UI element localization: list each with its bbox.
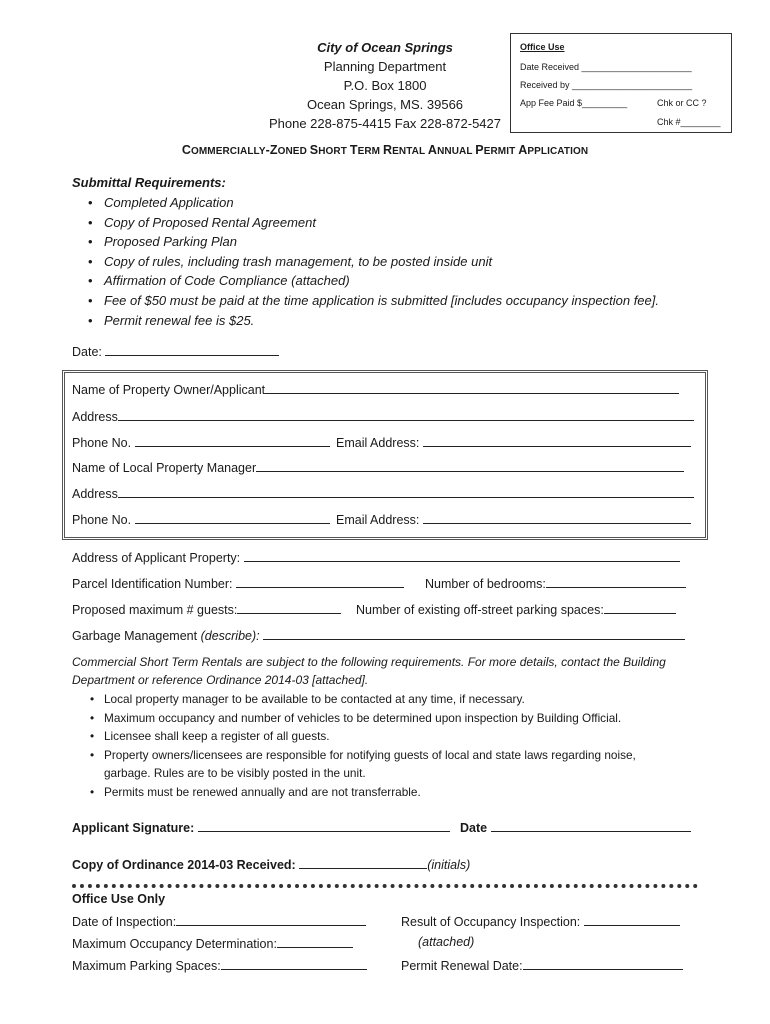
title-part: A	[518, 143, 528, 157]
owner-address-label: Address	[72, 410, 118, 424]
garbage-row	[72, 627, 685, 643]
manager-email-field[interactable]	[423, 511, 691, 524]
submittal-requirements-list	[86, 193, 659, 330]
owner-name-field[interactable]	[265, 381, 679, 394]
max-parking-row	[72, 957, 367, 973]
parking-row	[356, 601, 676, 617]
title-part: HORT	[318, 146, 350, 157]
manager-address-field[interactable]	[118, 485, 694, 498]
date-field[interactable]	[105, 343, 279, 356]
list-item: • Affirmation of Code Compliance (attached)	[86, 271, 659, 291]
ordinance-initials-field[interactable]	[299, 856, 427, 869]
renewal-date-label: Permit Renewal Date:	[401, 959, 523, 973]
applicant-signature-row	[72, 819, 450, 835]
inspection-result-label: Result of Occupancy Inspection:	[401, 915, 581, 929]
title-part: ONED	[277, 146, 310, 157]
parking-field[interactable]	[604, 601, 676, 614]
list-item: • Proposed Parking Plan	[86, 232, 659, 252]
property-address-label: Address of Applicant Property:	[72, 551, 241, 565]
list-item: • Licensee shall keep a register of all guests.	[90, 727, 710, 746]
bedrooms-label: Number of bedrooms:	[425, 577, 546, 591]
manager-phone-row	[72, 511, 330, 527]
garbage-describe-label: (describe):	[200, 629, 260, 643]
title-part: R	[382, 143, 393, 157]
inspection-date-field[interactable]	[176, 913, 366, 926]
date-label: Date:	[72, 345, 102, 359]
list-item: • Copy of Proposed Rental Agreement	[86, 213, 659, 233]
max-occupancy-row	[72, 935, 353, 951]
date-row	[72, 343, 279, 359]
manager-phone-label: Phone No.	[72, 513, 132, 527]
owner-name-row	[72, 381, 679, 397]
office-use-only-heading: Office Use Only	[72, 892, 166, 906]
inspection-result-field[interactable]	[584, 913, 680, 926]
po-box: P.O. Box 1800	[343, 78, 427, 93]
title-part: OMMERCIALLY	[190, 146, 266, 157]
department-name: Planning Department	[323, 59, 447, 74]
property-address-row	[72, 549, 680, 565]
city-state: Ocean Springs, MS. 39566	[306, 97, 464, 112]
initials-label: (initials)	[427, 858, 471, 872]
office-use-title: Office Use	[520, 42, 565, 52]
manager-email-row	[336, 511, 691, 527]
owner-email-label: Email Address:	[336, 436, 420, 450]
list-item: • Maximum occupancy and number of vehicles to be determined upon inspection by Building Official.	[90, 709, 710, 728]
renewal-date-field[interactable]	[523, 957, 683, 970]
inspection-date-row	[72, 913, 366, 929]
list-item: • Completed Application	[86, 193, 659, 213]
conditions-intro: Commercial Short Term Rentals are subject to the following requirements. For more details, contact the Building Department or reference Ordinance 2014-03 [attached].	[72, 655, 666, 687]
conditions-list	[90, 690, 710, 802]
signature-date-field[interactable]	[491, 819, 691, 832]
max-occupancy-field[interactable]	[277, 935, 353, 948]
title-part: A	[427, 143, 438, 157]
parcel-label: Parcel Identification Number:	[72, 577, 233, 591]
app-fee-field[interactable]: App Fee Paid $_________	[520, 98, 628, 108]
received-by-field[interactable]: Received by ________________________	[520, 80, 693, 90]
guests-row	[72, 601, 341, 617]
owner-email-row	[336, 434, 691, 450]
garbage-field[interactable]	[263, 627, 685, 640]
title-part: Z	[269, 143, 278, 157]
list-item: • Fee of $50 must be paid at the time application is submitted [includes occupancy inspection fee].	[86, 291, 659, 311]
renewal-date-row	[401, 957, 683, 973]
list-item: • Permit renewal fee is $25.	[86, 311, 659, 331]
bedrooms-row	[425, 575, 686, 591]
applicant-signature-field[interactable]	[198, 819, 450, 832]
title-part: ENTAL	[392, 146, 428, 157]
title-part: T	[349, 143, 358, 157]
owner-address-row	[72, 408, 694, 424]
title-part: -	[265, 143, 270, 157]
manager-email-label: Email Address:	[336, 513, 420, 527]
date-received-field[interactable]: Date Received ______________________	[520, 62, 692, 72]
title-part: S	[309, 143, 319, 157]
ordinance-row	[72, 856, 470, 872]
title-part: C	[181, 143, 191, 157]
title-part: ERM	[357, 146, 383, 157]
max-occupancy-label: Maximum Occupancy Determination:	[72, 937, 277, 951]
chk-cc-field: Chk or CC ?	[657, 98, 707, 108]
bedrooms-field[interactable]	[546, 575, 686, 588]
form-title	[0, 143, 770, 157]
max-parking-label: Maximum Parking Spaces:	[72, 959, 221, 973]
manager-phone-field[interactable]	[135, 511, 330, 524]
title-part: NNUAL	[437, 146, 476, 157]
list-item: • Copy of rules, including trash management, to be posted inside unit	[86, 252, 659, 272]
submittal-requirements-heading: Submittal Requirements:	[72, 175, 226, 190]
max-parking-field[interactable]	[221, 957, 367, 970]
manager-address-label: Address	[72, 487, 118, 501]
office-use-box	[510, 33, 732, 133]
signature-date-row	[460, 819, 691, 835]
owner-phone-field[interactable]	[135, 434, 330, 447]
manager-name-label: Name of Local Property Manager	[72, 461, 257, 475]
inspection-date-label: Date of Inspection:	[72, 915, 177, 929]
title-part: ERMIT	[483, 146, 519, 157]
manager-address-row	[72, 485, 694, 501]
phone-fax: Phone 228-875-4415 Fax 228-872-5427	[268, 116, 501, 131]
owner-name-label: Name of Property Owner/Applicant	[72, 383, 266, 397]
dotted-divider	[72, 884, 698, 888]
title-part: PPLICATION	[527, 146, 589, 157]
parcel-row	[72, 575, 404, 591]
signature-date-label: Date	[460, 821, 488, 835]
garbage-label: Garbage Management	[72, 629, 198, 643]
inspection-result-row	[401, 913, 680, 929]
title-part: P	[475, 143, 484, 157]
manager-name-field[interactable]	[256, 459, 684, 472]
parcel-field[interactable]	[236, 575, 404, 588]
attached-label: (attached)	[418, 935, 475, 949]
city-name: City of Ocean Springs	[317, 40, 453, 55]
guests-field[interactable]	[237, 601, 341, 614]
owner-phone-row	[72, 434, 330, 450]
parking-label: Number of existing off-street parking spaces:	[356, 603, 604, 617]
list-item: • Local property manager to be available to be contacted at any time, if necessary.	[90, 690, 710, 709]
list-item: • Property owners/licensees are responsible for notifying guests of local and state laws regarding noise, garbage. Rules are to be visibly posted in the unit.	[90, 746, 684, 783]
applicant-signature-label: Applicant Signature:	[72, 821, 195, 835]
owner-phone-label: Phone No.	[72, 436, 132, 450]
owner-email-field[interactable]	[423, 434, 691, 447]
owner-address-field[interactable]	[118, 408, 694, 421]
property-address-field[interactable]	[244, 549, 680, 562]
list-item: • Permits must be renewed annually and are not transferrable.	[90, 783, 710, 802]
guests-label: Proposed maximum # guests:	[72, 603, 238, 617]
ordinance-label: Copy of Ordinance 2014-03 Received:	[72, 858, 296, 872]
chk-number-field[interactable]: Chk #________	[657, 117, 721, 127]
manager-name-row	[72, 459, 684, 475]
